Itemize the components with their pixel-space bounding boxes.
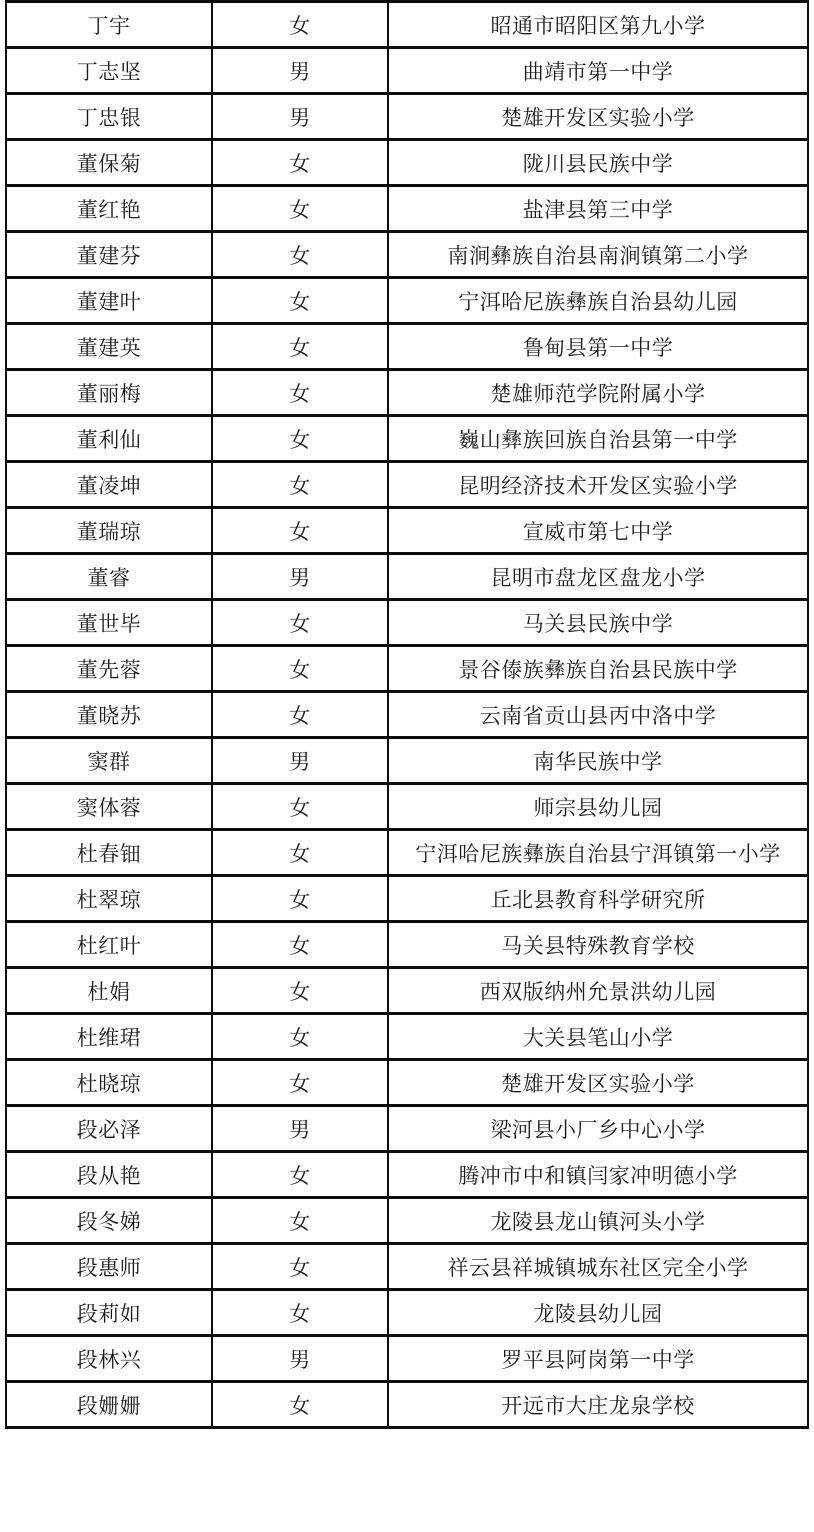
gender-cell: 女 <box>212 600 388 646</box>
table-row <box>6 324 808 370</box>
school-cell: 昆明经济技术开发区实验小学 <box>388 462 808 508</box>
name-cell: 段林兴 <box>6 1336 212 1382</box>
name-cell: 董红艳 <box>6 186 212 232</box>
school-cell: 龙陵县龙山镇河头小学 <box>388 1198 808 1244</box>
gender-cell: 女 <box>212 508 388 554</box>
table-row <box>6 140 808 186</box>
table-row <box>6 922 808 968</box>
gender-cell: 男 <box>212 1336 388 1382</box>
school-cell: 楚雄师范学院附属小学 <box>388 370 808 416</box>
school-cell: 云南省贡山县丙中洛中学 <box>388 692 808 738</box>
table-row <box>6 1014 808 1060</box>
name-cell: 杜翠琼 <box>6 876 212 922</box>
school-cell: 丘北县教育科学研究所 <box>388 876 808 922</box>
table-row <box>6 1244 808 1290</box>
table-row <box>6 738 808 784</box>
gender-cell: 女 <box>212 278 388 324</box>
name-cell: 段莉如 <box>6 1290 212 1336</box>
name-cell: 杜春钿 <box>6 830 212 876</box>
gender-cell: 女 <box>212 370 388 416</box>
table-row <box>6 784 808 830</box>
name-cell: 董世毕 <box>6 600 212 646</box>
school-cell: 盐津县第三中学 <box>388 186 808 232</box>
school-cell: 腾冲市中和镇闫家冲明德小学 <box>388 1152 808 1198</box>
gender-cell: 男 <box>212 554 388 600</box>
gender-cell: 女 <box>212 1152 388 1198</box>
school-cell: 南涧彝族自治县南涧镇第二小学 <box>388 232 808 278</box>
gender-cell: 男 <box>212 738 388 784</box>
name-cell: 董丽梅 <box>6 370 212 416</box>
gender-cell: 女 <box>212 462 388 508</box>
table-row <box>6 1060 808 1106</box>
school-cell: 南华民族中学 <box>388 738 808 784</box>
table-row <box>6 692 808 738</box>
school-cell: 昭通市昭阳区第九小学 <box>388 2 808 48</box>
gender-cell: 男 <box>212 48 388 94</box>
school-cell: 罗平县阿岗第一中学 <box>388 1336 808 1382</box>
table-row <box>6 508 808 554</box>
table-row <box>6 186 808 232</box>
name-cell: 丁志坚 <box>6 48 212 94</box>
school-cell: 祥云县祥城镇城东社区完全小学 <box>388 1244 808 1290</box>
school-cell: 龙陵县幼儿园 <box>388 1290 808 1336</box>
gender-cell: 女 <box>212 1244 388 1290</box>
school-cell: 马关县特殊教育学校 <box>388 922 808 968</box>
gender-cell: 男 <box>212 1106 388 1152</box>
name-cell: 董建芬 <box>6 232 212 278</box>
school-cell: 马关县民族中学 <box>388 600 808 646</box>
table-row <box>6 1198 808 1244</box>
table-row <box>6 1106 808 1152</box>
name-cell: 杜红叶 <box>6 922 212 968</box>
name-cell: 杜娟 <box>6 968 212 1014</box>
table-row <box>6 830 808 876</box>
school-cell: 鲁甸县第一中学 <box>388 324 808 370</box>
table-row <box>6 968 808 1014</box>
table-row <box>6 94 808 140</box>
name-cell: 杜晓琼 <box>6 1060 212 1106</box>
school-cell: 师宗县幼儿园 <box>388 784 808 830</box>
table-row <box>6 2 808 48</box>
roster-table-body <box>6 2 808 1428</box>
table-row <box>6 1152 808 1198</box>
school-cell: 开远市大庄龙泉学校 <box>388 1382 808 1428</box>
school-cell: 大关县笔山小学 <box>388 1014 808 1060</box>
gender-cell: 女 <box>212 646 388 692</box>
gender-cell: 女 <box>212 830 388 876</box>
school-cell: 巍山彝族回族自治县第一中学 <box>388 416 808 462</box>
table-row <box>6 416 808 462</box>
table-row <box>6 232 808 278</box>
school-cell: 昆明市盘龙区盘龙小学 <box>388 554 808 600</box>
gender-cell: 女 <box>212 1014 388 1060</box>
name-cell: 杜维珺 <box>6 1014 212 1060</box>
gender-cell: 女 <box>212 1060 388 1106</box>
school-cell: 陇川县民族中学 <box>388 140 808 186</box>
school-cell: 宁洱哈尼族彝族自治县幼儿园 <box>388 278 808 324</box>
name-cell: 董瑞琼 <box>6 508 212 554</box>
name-cell: 段冬娣 <box>6 1198 212 1244</box>
gender-cell: 女 <box>212 1382 388 1428</box>
name-cell: 董建英 <box>6 324 212 370</box>
table-row <box>6 876 808 922</box>
gender-cell: 女 <box>212 1290 388 1336</box>
name-cell: 董睿 <box>6 554 212 600</box>
name-cell: 董建叶 <box>6 278 212 324</box>
table-row <box>6 48 808 94</box>
roster-table <box>5 0 809 1429</box>
gender-cell: 女 <box>212 324 388 370</box>
table-row <box>6 462 808 508</box>
table-row <box>6 278 808 324</box>
gender-cell: 男 <box>212 94 388 140</box>
table-row <box>6 646 808 692</box>
gender-cell: 女 <box>212 692 388 738</box>
table-row <box>6 1382 808 1428</box>
name-cell: 董凌坤 <box>6 462 212 508</box>
name-cell: 董晓苏 <box>6 692 212 738</box>
table-row <box>6 600 808 646</box>
school-cell: 楚雄开发区实验小学 <box>388 94 808 140</box>
school-cell: 宁洱哈尼族彝族自治县宁洱镇第一小学 <box>388 830 808 876</box>
gender-cell: 女 <box>212 2 388 48</box>
gender-cell: 女 <box>212 1198 388 1244</box>
gender-cell: 女 <box>212 876 388 922</box>
name-cell: 段姗姗 <box>6 1382 212 1428</box>
name-cell: 董先蓉 <box>6 646 212 692</box>
school-cell: 景谷傣族彝族自治县民族中学 <box>388 646 808 692</box>
gender-cell: 女 <box>212 140 388 186</box>
table-row <box>6 1290 808 1336</box>
name-cell: 丁宇 <box>6 2 212 48</box>
name-cell: 段必泽 <box>6 1106 212 1152</box>
gender-cell: 女 <box>212 232 388 278</box>
name-cell: 窦群 <box>6 738 212 784</box>
school-cell: 梁河县小厂乡中心小学 <box>388 1106 808 1152</box>
table-row <box>6 554 808 600</box>
name-cell: 丁忠银 <box>6 94 212 140</box>
name-cell: 段惠师 <box>6 1244 212 1290</box>
gender-cell: 女 <box>212 922 388 968</box>
school-cell: 西双版纳州允景洪幼儿园 <box>388 968 808 1014</box>
school-cell: 曲靖市第一中学 <box>388 48 808 94</box>
gender-cell: 女 <box>212 968 388 1014</box>
table-row <box>6 370 808 416</box>
name-cell: 窦体蓉 <box>6 784 212 830</box>
gender-cell: 女 <box>212 186 388 232</box>
table-row <box>6 1336 808 1382</box>
school-cell: 宣威市第七中学 <box>388 508 808 554</box>
name-cell: 董利仙 <box>6 416 212 462</box>
name-cell: 段从艳 <box>6 1152 212 1198</box>
gender-cell: 女 <box>212 784 388 830</box>
gender-cell: 女 <box>212 416 388 462</box>
school-cell: 楚雄开发区实验小学 <box>388 1060 808 1106</box>
name-cell: 董保菊 <box>6 140 212 186</box>
